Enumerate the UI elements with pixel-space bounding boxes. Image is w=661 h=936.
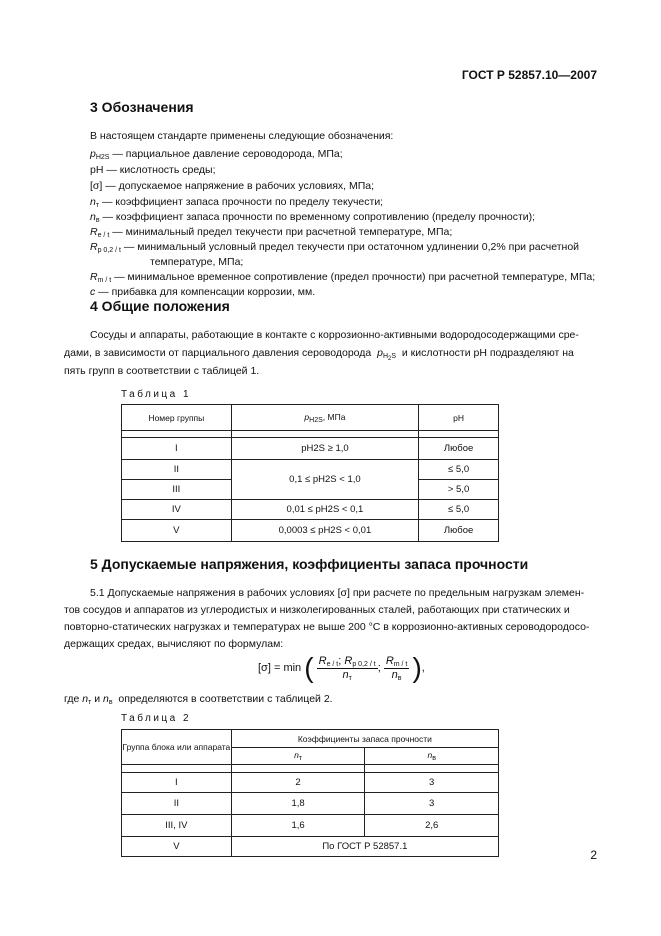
notation-text: — кислотность среды; <box>103 164 216 176</box>
table-row: V По ГОСТ Р 52857.1 <box>122 837 499 857</box>
notation-symbol: p <box>90 148 96 160</box>
notation-symbol: R <box>90 226 98 238</box>
section-5-line-3: повторно-статических нагрузках и температурах не выше 200 °С в коррозионно-активных сероводородосо- <box>64 621 590 633</box>
t2-head-nt: $n_т$ <box>231 748 365 765</box>
notation-symbol: [σ] <box>90 180 103 192</box>
notation-subscript: e / t <box>97 232 110 239</box>
table-2 <box>121 729 499 857</box>
formula-where-line: где $n_т$ и $n_в$ определяются в соответствии с таблицей 2. <box>64 693 333 706</box>
page-number: 2 <box>590 848 597 862</box>
t1-head-group: Номер группы <box>122 405 232 431</box>
notation-item <box>150 255 243 270</box>
notation-symbol: c <box>90 286 96 298</box>
notation-symbol: pH <box>90 164 104 176</box>
table-row: II 1,8 3 <box>122 793 499 815</box>
notation-item <box>90 179 374 194</box>
section-5-line-4: держащих средах, вычисляют по формулам: <box>64 638 284 650</box>
notation-subscript: m / t <box>97 277 112 284</box>
t1-head-pressure: $p_{H2S}$, МПа <box>231 405 418 431</box>
notation-text: — минимальный условный предел текучести при остаточном удлинении 0,2% при расчетной <box>120 241 580 253</box>
t2-head-group: Группа блока или аппарата <box>122 730 232 765</box>
table-1-caption: Таблица 1 <box>121 389 192 400</box>
table-1-header <box>122 405 499 431</box>
section-5-line-2: тов сосудов и аппаратов из углеродистых и низколегированных сталей, работающих при статических и <box>64 604 570 616</box>
notation-text: — парциальное давление сероводорода, МПа; <box>109 148 343 160</box>
section-5-line-1: 5.1 Допускаемые напряжения в рабочих условиях [σ] при расчете по предельным нагрузкам элемен- <box>90 587 585 599</box>
notation-subscript: в <box>95 217 100 224</box>
t2-head-nv: $n_в$ <box>365 748 499 765</box>
t1-head-ph: рН <box>419 405 499 431</box>
section-4-title: 4 Общие положения <box>90 298 230 314</box>
table-row: IV 0,01 ≤ pH2S < 0,1 ≤ 5,0 <box>122 500 499 520</box>
notation-symbol: R <box>90 271 98 283</box>
section-3-title: 3 Обозначения <box>90 99 194 115</box>
section-4-line-1: Сосуды и аппараты, работающие в контакте с коррозионно-активными водородосодержащими сре- <box>90 329 579 341</box>
notation-text: — коэффициент запаса прочности по пределу текучести; <box>99 196 384 208</box>
notation-text: температуре, МПа; <box>150 256 244 268</box>
table-row: III, IV 1,6 2,6 <box>122 815 499 837</box>
notation-symbol: R <box>90 241 98 253</box>
notation-text: — допускаемое напряжение в рабочих условиях, МПа; <box>102 180 375 192</box>
notation-text: — прибавка для компенсации коррозии, мм. <box>95 286 316 298</box>
table-2-caption: Таблица 2 <box>121 713 192 724</box>
notation-subscript: p 0,2 / t <box>97 247 121 254</box>
table-row: V 0,0003 ≤ pH2S < 0,01 Любое <box>122 520 499 542</box>
table-row: III > 5,0 <box>122 480 499 500</box>
section-4-line-3: пять групп в соответствии с таблицей 1. <box>64 365 260 377</box>
document-header: ГОСТ Р 52857.10—2007 <box>461 68 597 82</box>
table-row: I 2 3 <box>122 773 499 793</box>
t2-head-coef: Коэффициенты запаса прочности <box>231 730 498 748</box>
notation-symbol: n <box>90 196 96 208</box>
allowable-stress-formula: [σ] = min ( $\frac{R_{e / t}; R_{p 0,2 / t}}{n_т}$ ; $\frac{R_{m / t}}{n_в}$ ), <box>258 652 425 683</box>
table-row: I pH2S ≥ 1,0 Любое <box>122 438 499 460</box>
notation-subscript: т <box>95 202 100 209</box>
notation-text: — минимальное временное сопротивление (предел прочности) при расчетной температуре, МПа; <box>111 271 596 283</box>
notation-item <box>90 163 216 178</box>
notation-text: — минимальный предел текучести при расчетной температуре, МПа; <box>109 226 453 238</box>
table-row: II 0,1 ≤ pH2S < 1,0 ≤ 5,0 <box>122 460 499 480</box>
section-4-line-2: дами, в зависимости от парциального давления сероводорода $p_{H_2S}$ и кислотности рН подразделяют на <box>64 347 574 362</box>
section-5-title: 5 Допускаемые напряжения, коэффициенты запаса прочности <box>90 556 529 572</box>
notation-text: — коэффициент запаса прочности по временному сопротивлению (пределу прочности); <box>99 211 536 223</box>
notation-symbol: n <box>90 211 96 223</box>
section-3-intro: В настоящем стандарте применены следующие обозначения: <box>90 130 394 142</box>
table-1 <box>121 404 499 542</box>
notation-subscript: H2S <box>95 154 110 161</box>
